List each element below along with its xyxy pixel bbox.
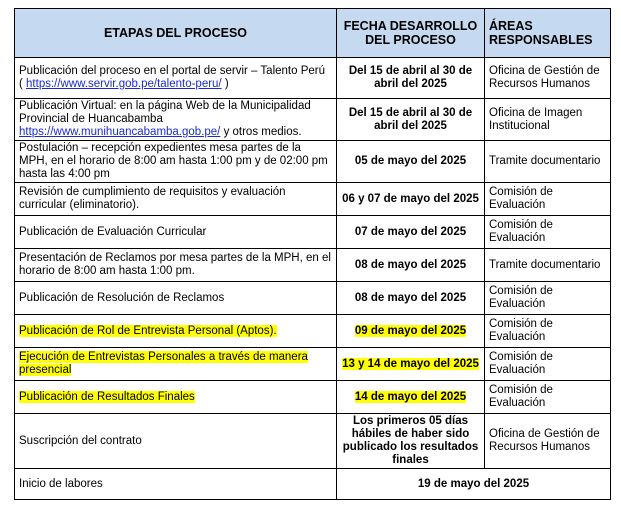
table-row	[15, 99, 611, 141]
responsible-cell: Comisión de Evaluación	[485, 282, 611, 315]
responsible-cell: Oficina de Gestión de Recursos Humanos	[485, 58, 611, 99]
date-cell: 05 de mayo del 2025	[337, 141, 485, 183]
highlighted-date-text: 13 y 14 de mayo del 2025	[342, 357, 479, 370]
header-date: FECHA DESARROLLO DEL PROCESO	[337, 9, 485, 58]
highlighted-activity-text: Publicación de Rol de Entrevista Personal (Aptos).	[19, 324, 277, 337]
date-cell: Del 15 de abril al 30 de abril del 2025	[337, 58, 485, 99]
highlighted-activity-text: Publicación de Resultados Finales	[19, 390, 195, 403]
date-cell	[337, 381, 485, 414]
date-cell: 06 y 07 de mayo del 2025	[337, 183, 485, 216]
schedule-table-wrapper	[14, 8, 611, 500]
activity-cell: Suscripción del contrato	[15, 414, 337, 469]
header-stages: ETAPAS DEL PROCESO	[15, 9, 337, 58]
process-schedule-table	[14, 8, 611, 500]
table-row	[15, 348, 611, 381]
responsible-cell: Comisión de Evaluación	[485, 216, 611, 249]
responsible-cell: Oficina de Imagen Institucional	[485, 99, 611, 141]
activity-cell	[15, 58, 337, 99]
responsible-cell: Tramite documentario	[485, 249, 611, 282]
table-row	[15, 249, 611, 282]
table-row	[15, 414, 611, 469]
activity-cell	[15, 381, 337, 414]
activity-cell	[15, 315, 337, 348]
table-row	[15, 58, 611, 99]
table-row	[15, 469, 611, 500]
highlighted-activity-text: Ejecución de Entrevistas Personales a través de manera presencial	[19, 351, 308, 376]
date-cell: Del 15 de abril al 30 de abril del 2025	[337, 99, 485, 141]
highlighted-date-text: 09 de mayo del 2025	[354, 324, 467, 337]
activity-text: Publicación del proceso en el portal de servir – Talento Perú (	[19, 65, 325, 90]
responsible-cell: Comisión de Evaluación	[485, 183, 611, 216]
responsible-cell: Comisión de Evaluación	[485, 348, 611, 381]
table-header-row	[15, 9, 611, 58]
table-row	[15, 282, 611, 315]
servir-link[interactable]: https://www.servir.gob.pe/talento-peru/	[26, 78, 222, 90]
date-cell: 08 de mayo del 2025	[337, 249, 485, 282]
date-cell: 19 de mayo del 2025	[337, 469, 611, 500]
activity-cell	[15, 348, 337, 381]
activity-text: y otros medios.	[220, 126, 302, 138]
table-row	[15, 141, 611, 183]
activity-cell: Publicación de Evaluación Curricular	[15, 216, 337, 249]
date-cell	[337, 315, 485, 348]
date-cell	[337, 348, 485, 381]
responsible-cell: Comisión de Evaluación	[485, 315, 611, 348]
activity-cell	[15, 99, 337, 141]
date-cell: Los primeros 05 días hábiles de haber sido publicado los resultados finales	[337, 414, 485, 469]
activity-cell: Publicación de Resolución de Reclamos	[15, 282, 337, 315]
date-cell: 08 de mayo del 2025	[337, 282, 485, 315]
municipality-link[interactable]: https://www.munihuancabamba.gob.pe/	[19, 126, 221, 138]
table-row	[15, 315, 611, 348]
activity-text: Publicación Virtual: en la página Web de la Municipalidad Provincial de Huancabamba	[19, 100, 311, 125]
activity-cell: Postulación – recepción expedientes mesa partes de la MPH, en el horario de 8:00 am hasta 1:00 pm y de 02:00 pm hasta las 4:00 pm	[15, 141, 337, 183]
table-row	[15, 216, 611, 249]
header-responsible: ÁREAS RESPONSABLES	[485, 9, 611, 58]
activity-text: )	[221, 78, 229, 90]
table-row	[15, 183, 611, 216]
activity-cell: Presentación de Reclamos por mesa partes de la MPH, en el horario de 8:00 am hasta 1:00 pm.	[15, 249, 337, 282]
highlighted-date-text: 14 de mayo del 2025	[354, 390, 467, 403]
responsible-cell: Comisión de Evaluación	[485, 381, 611, 414]
date-cell: 07 de mayo del 2025	[337, 216, 485, 249]
table-row	[15, 381, 611, 414]
activity-cell: Revisión de cumplimiento de requisitos y evaluación curricular (eliminatorio).	[15, 183, 337, 216]
responsible-cell: Tramite documentario	[485, 141, 611, 183]
activity-cell: Inicio de labores	[15, 469, 337, 500]
responsible-cell: Oficina de Gestión de Recursos Humanos	[485, 414, 611, 469]
